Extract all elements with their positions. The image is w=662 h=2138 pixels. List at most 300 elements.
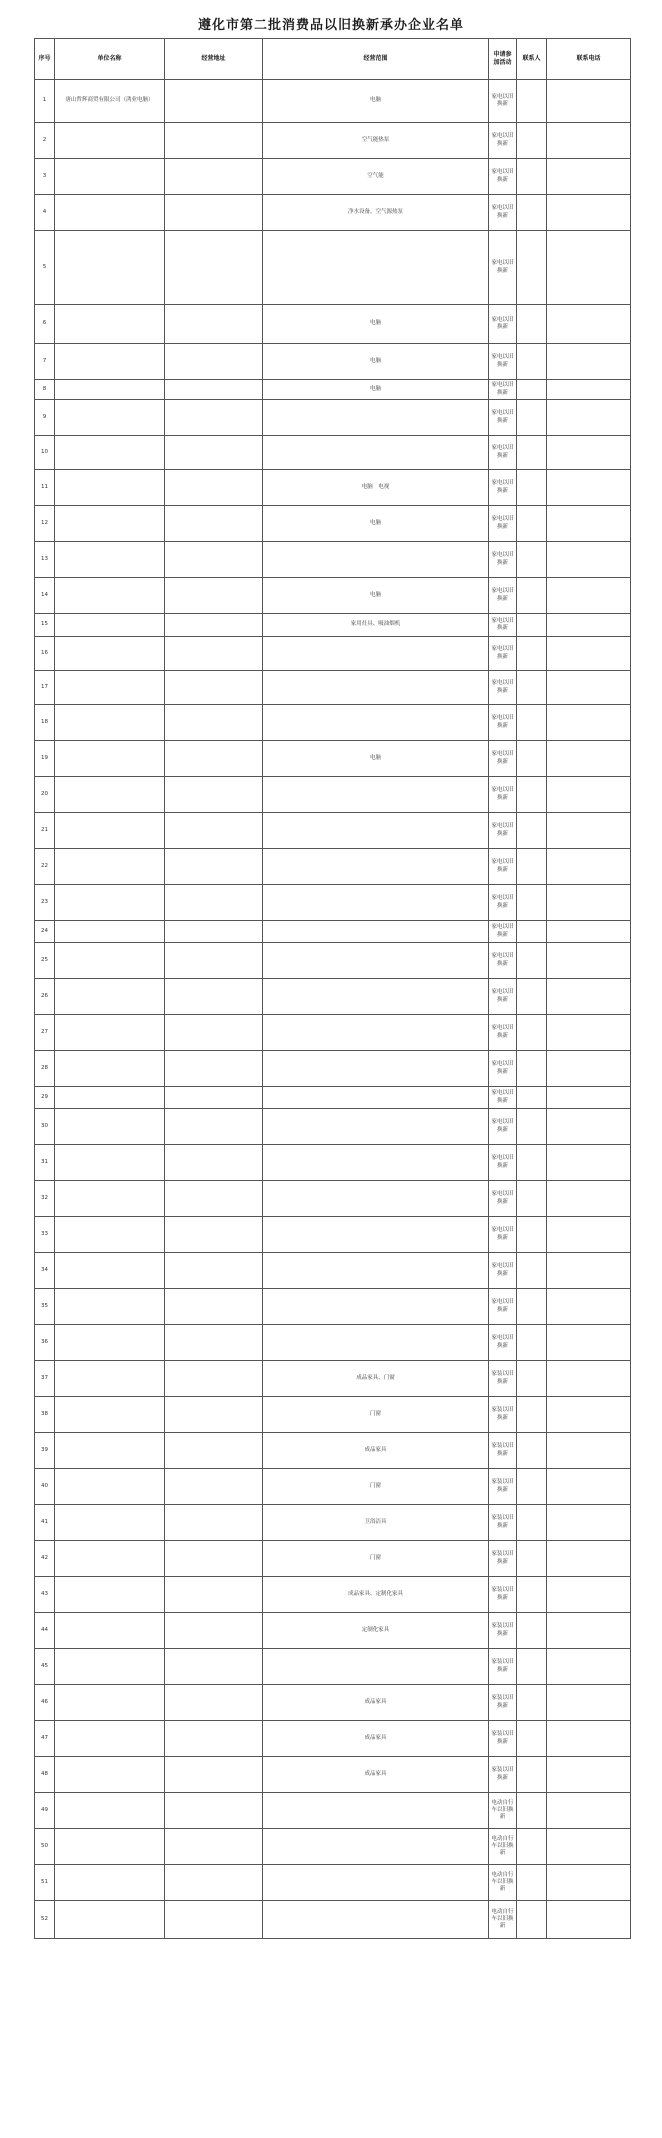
activity-type: 家电以旧换新 [489,380,517,400]
company-name [55,1901,165,1939]
business-address [165,741,263,777]
business-address [165,705,263,741]
company-name [55,159,165,195]
business-address [165,1051,263,1087]
table-row [35,705,631,741]
activity-type: 电动自行车以旧换新 [489,1901,517,1939]
activity-type: 家装以旧换新 [489,1649,517,1685]
row-index: 6 [35,305,55,344]
row-index: 15 [35,614,55,637]
business-scope: 定制化家具 [263,1613,489,1649]
contact-person [517,1685,547,1721]
business-address [165,1541,263,1577]
business-scope: 门窗 [263,1541,489,1577]
contact-phone [547,123,631,159]
business-address [165,305,263,344]
contact-phone [547,671,631,705]
company-name [55,1757,165,1793]
business-scope: 电脑 [263,506,489,542]
row-index: 26 [35,979,55,1015]
activity-type: 家电以旧换新 [489,578,517,614]
table-row [35,1289,631,1325]
table-row [35,1541,631,1577]
business-scope [263,1051,489,1087]
table-row [35,1793,631,1829]
row-index: 51 [35,1865,55,1901]
business-address [165,1577,263,1613]
header-phone: 联系电话 [547,39,631,80]
row-index: 47 [35,1721,55,1757]
contact-person [517,1649,547,1685]
activity-type: 家装以旧换新 [489,1613,517,1649]
table-row [35,943,631,979]
business-scope [263,777,489,813]
business-scope [263,1145,489,1181]
company-name [55,1469,165,1505]
company-name [55,578,165,614]
contact-person [517,436,547,470]
business-address [165,1289,263,1325]
business-scope [263,813,489,849]
business-scope [263,1253,489,1289]
business-address [165,1469,263,1505]
business-address [165,1015,263,1051]
activity-type: 家电以旧换新 [489,705,517,741]
row-index: 4 [35,195,55,231]
business-scope: 空气能热泵 [263,123,489,159]
row-index: 46 [35,1685,55,1721]
company-name [55,849,165,885]
table-row [35,159,631,195]
activity-type: 家电以旧换新 [489,1015,517,1051]
activity-type: 家电以旧换新 [489,344,517,380]
business-address [165,80,263,123]
table-row [35,849,631,885]
row-index: 22 [35,849,55,885]
business-address [165,1757,263,1793]
business-address [165,1217,263,1253]
company-name [55,470,165,506]
contact-phone [547,1361,631,1397]
activity-type: 家电以旧换新 [489,671,517,705]
contact-phone [547,1757,631,1793]
business-scope [263,885,489,921]
business-scope [263,1217,489,1253]
activity-type: 家电以旧换新 [489,1087,517,1109]
business-address [165,1649,263,1685]
company-name [55,671,165,705]
business-address [165,1721,263,1757]
row-index: 45 [35,1649,55,1685]
company-name [55,123,165,159]
contact-phone [547,344,631,380]
table-row [35,578,631,614]
business-address [165,943,263,979]
business-scope: 门窗 [263,1397,489,1433]
company-name [55,885,165,921]
contact-phone [547,614,631,637]
table-row [35,1361,631,1397]
contact-phone [547,1721,631,1757]
company-name [55,1145,165,1181]
table-row [35,123,631,159]
activity-type: 家电以旧换新 [489,123,517,159]
contact-person [517,885,547,921]
contact-phone [547,705,631,741]
contact-person [517,1051,547,1087]
contact-phone [547,1051,631,1087]
contact-person [517,305,547,344]
company-name [55,979,165,1015]
business-scope [263,943,489,979]
company-name [55,506,165,542]
business-scope [263,921,489,943]
row-index: 25 [35,943,55,979]
row-index: 29 [35,1087,55,1109]
contact-person [517,943,547,979]
business-address [165,195,263,231]
company-name [55,1505,165,1541]
company-name [55,1325,165,1361]
activity-type: 家电以旧换新 [489,159,517,195]
activity-type: 家电以旧换新 [489,614,517,637]
business-address [165,637,263,671]
company-name [55,813,165,849]
contact-phone [547,380,631,400]
row-index: 23 [35,885,55,921]
business-address [165,1361,263,1397]
company-name [55,1577,165,1613]
contact-person [517,1613,547,1649]
row-index: 49 [35,1793,55,1829]
contact-person [517,741,547,777]
row-index: 35 [35,1289,55,1325]
contact-person [517,1217,547,1253]
contact-phone [547,1109,631,1145]
table-row [35,921,631,943]
contact-person [517,1433,547,1469]
header-activity: 申请参加活动 [489,39,517,80]
company-name [55,1541,165,1577]
row-index: 11 [35,470,55,506]
business-address [165,506,263,542]
table-row [35,1577,631,1613]
row-index: 1 [35,80,55,123]
activity-type: 家电以旧换新 [489,1051,517,1087]
contact-person [517,1325,547,1361]
enterprise-table [34,38,631,1939]
contact-person [517,1109,547,1145]
contact-phone [547,1145,631,1181]
contact-phone [547,231,631,305]
contact-phone [547,943,631,979]
table-row [35,637,631,671]
row-index: 12 [35,506,55,542]
contact-phone [547,578,631,614]
row-index: 37 [35,1361,55,1397]
activity-type: 家电以旧换新 [489,80,517,123]
contact-phone [547,1181,631,1217]
document-title: 遵化市第二批消费品以旧换新承办企业名单 [197,18,464,33]
row-index: 50 [35,1829,55,1865]
contact-person [517,400,547,436]
contact-person [517,195,547,231]
activity-type: 家电以旧换新 [489,542,517,578]
business-scope [263,1087,489,1109]
contact-phone [547,1829,631,1865]
table-row [35,1721,631,1757]
contact-phone [547,1865,631,1901]
contact-person [517,1181,547,1217]
contact-person [517,1793,547,1829]
row-index: 52 [35,1901,55,1939]
business-address [165,231,263,305]
company-name [55,305,165,344]
header-index: 序号 [35,39,55,80]
contact-person [517,813,547,849]
table-row [35,1505,631,1541]
activity-type: 家电以旧换新 [489,1109,517,1145]
business-address [165,470,263,506]
business-scope [263,1325,489,1361]
contact-phone [547,1577,631,1613]
row-index: 43 [35,1577,55,1613]
business-address [165,436,263,470]
table-row [35,436,631,470]
header-address: 经营地址 [165,39,263,80]
table-row [35,231,631,305]
business-address [165,885,263,921]
company-name [55,436,165,470]
activity-type: 家电以旧换新 [489,637,517,671]
contact-person [517,80,547,123]
activity-type: 家电以旧换新 [489,231,517,305]
activity-type: 家电以旧换新 [489,979,517,1015]
contact-person [517,1757,547,1793]
business-address [165,921,263,943]
table-row [35,1613,631,1649]
contact-person [517,1829,547,1865]
business-address [165,123,263,159]
business-scope: 门窗 [263,1469,489,1505]
contact-phone [547,470,631,506]
row-index: 17 [35,671,55,705]
company-name [55,1217,165,1253]
table-row [35,1325,631,1361]
business-scope [263,542,489,578]
activity-type: 家电以旧换新 [489,305,517,344]
business-address [165,813,263,849]
contact-phone [547,1505,631,1541]
table-row [35,506,631,542]
activity-type: 家装以旧换新 [489,1577,517,1613]
company-name [55,943,165,979]
row-index: 19 [35,741,55,777]
table-row [35,80,631,123]
business-scope: 成品家具 [263,1433,489,1469]
contact-phone [547,506,631,542]
company-name [55,344,165,380]
business-scope [263,1865,489,1901]
business-address [165,1433,263,1469]
contact-phone [547,1325,631,1361]
business-address [165,1109,263,1145]
table-row [35,777,631,813]
activity-type: 家电以旧换新 [489,400,517,436]
header-contact: 联系人 [517,39,547,80]
row-index: 20 [35,777,55,813]
row-index: 8 [35,380,55,400]
table-row [35,1051,631,1087]
row-index: 44 [35,1613,55,1649]
company-name [55,400,165,436]
table-row [35,671,631,705]
business-address [165,1829,263,1865]
company-name [55,1397,165,1433]
activity-type: 家电以旧换新 [489,741,517,777]
activity-type: 家电以旧换新 [489,1289,517,1325]
header-company: 单位名称 [55,39,165,80]
contact-phone [547,1793,631,1829]
table-row [35,1829,631,1865]
row-index: 10 [35,436,55,470]
activity-type: 电动自行车以旧换新 [489,1829,517,1865]
table-row [35,979,631,1015]
activity-type: 家电以旧换新 [489,777,517,813]
company-name [55,1361,165,1397]
contact-phone [547,921,631,943]
activity-type: 家电以旧换新 [489,921,517,943]
contact-person [517,671,547,705]
business-scope: 成品家具、门窗 [263,1361,489,1397]
business-address [165,1253,263,1289]
row-index: 16 [35,637,55,671]
contact-person [517,849,547,885]
table-row [35,305,631,344]
company-name [55,1253,165,1289]
business-address [165,777,263,813]
row-index: 48 [35,1757,55,1793]
contact-phone [547,777,631,813]
row-index: 21 [35,813,55,849]
business-address [165,979,263,1015]
activity-type: 家装以旧换新 [489,1721,517,1757]
activity-type: 家电以旧换新 [489,506,517,542]
row-index: 9 [35,400,55,436]
business-scope [263,849,489,885]
contact-person [517,1289,547,1325]
contact-person [517,578,547,614]
table-row [35,1433,631,1469]
activity-type: 电动自行车以旧换新 [489,1793,517,1829]
business-address [165,1793,263,1829]
contact-person [517,1901,547,1939]
row-index: 5 [35,231,55,305]
contact-person [517,123,547,159]
business-address [165,1685,263,1721]
activity-type: 家装以旧换新 [489,1757,517,1793]
activity-type: 家电以旧换新 [489,813,517,849]
row-index: 33 [35,1217,55,1253]
contact-person [517,506,547,542]
contact-person [517,1145,547,1181]
contact-person [517,777,547,813]
business-scope: 电脑 [263,305,489,344]
business-address [165,542,263,578]
contact-person [517,159,547,195]
row-index: 30 [35,1109,55,1145]
row-index: 36 [35,1325,55,1361]
company-name [55,614,165,637]
business-scope [263,1289,489,1325]
contact-person [517,614,547,637]
business-scope: 电脑 [263,380,489,400]
row-index: 42 [35,1541,55,1577]
contact-person [517,542,547,578]
contact-person [517,1577,547,1613]
activity-type: 家电以旧换新 [489,436,517,470]
company-name [55,777,165,813]
company-name [55,380,165,400]
row-index: 13 [35,542,55,578]
business-scope: 成品家具 [263,1757,489,1793]
contact-phone [547,1541,631,1577]
business-address [165,1181,263,1217]
business-scope: 电脑 电视 [263,470,489,506]
contact-phone [547,436,631,470]
table-row [35,380,631,400]
business-address [165,671,263,705]
table-row [35,344,631,380]
table-body [35,80,631,1939]
table-row [35,1397,631,1433]
contact-person [517,1865,547,1901]
activity-type: 家电以旧换新 [489,1253,517,1289]
contact-person [517,380,547,400]
business-scope: 空气能 [263,159,489,195]
table-row [35,1649,631,1685]
activity-type: 家电以旧换新 [489,849,517,885]
business-address [165,1145,263,1181]
contact-phone [547,1649,631,1685]
contact-phone [547,741,631,777]
contact-person [517,1087,547,1109]
activity-type: 家装以旧换新 [489,1541,517,1577]
contact-phone [547,305,631,344]
activity-type: 家电以旧换新 [489,943,517,979]
business-address [165,159,263,195]
contact-person [517,979,547,1015]
business-address [165,849,263,885]
table-row [35,1109,631,1145]
business-address [165,1865,263,1901]
business-scope: 卫浴洁具 [263,1505,489,1541]
business-scope [263,1109,489,1145]
company-name [55,1289,165,1325]
contact-phone [547,1469,631,1505]
activity-type: 家电以旧换新 [489,1181,517,1217]
business-scope: 成品家具、定制化家具 [263,1577,489,1613]
contact-person [517,1541,547,1577]
table-row [35,195,631,231]
company-name [55,1433,165,1469]
activity-type: 家装以旧换新 [489,1469,517,1505]
contact-person [517,705,547,741]
contact-phone [547,813,631,849]
business-scope: 家用灶具、吸油烟机 [263,614,489,637]
table-row [35,741,631,777]
company-name [55,1865,165,1901]
